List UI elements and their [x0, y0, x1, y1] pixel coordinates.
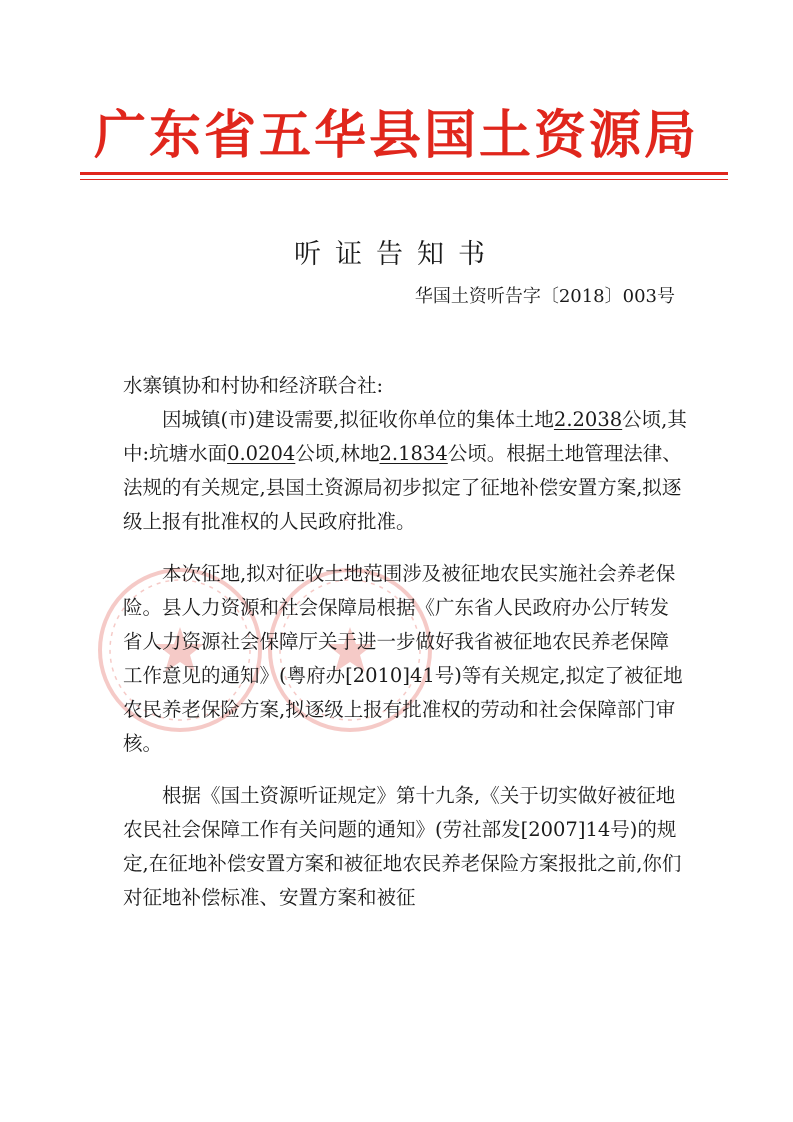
- letterhead-rule-thin: [80, 179, 728, 180]
- p1-text-2: 公顷,其中:坑塘水面: [123, 408, 687, 465]
- document-number: 华国土资听告字〔2018〕003号: [414, 286, 675, 307]
- document-body: [123, 369, 688, 933]
- forest-area-value: 2.1834: [379, 442, 448, 465]
- total-area-value: 2.2038: [553, 408, 623, 431]
- addressee: 水寨镇协和村协和经济联合社:: [123, 374, 384, 397]
- paragraph-pension-insurance: 本次征地,拟对征收土地范围涉及被征地农民实施社会养老保险。县人力资源和社会保障局根据《广东省人民政府办公厅转发省人力资源社会保障厅关于进一步做好我省被征地农民养老保障工作意见的通知》(粤府办[2010]41号)等有关规定,拟定了被征地农民养老保险方案,拟逐级上报有批准权的劳动和社会保障部门审核。: [123, 562, 683, 755]
- document-title: 听证告知书: [294, 239, 499, 270]
- paragraph-hearing-rules: 根据《国土资源听证规定》第十九条,《关于切实做好被征地农民社会保障工作有关问题的通知》(劳社部发[2007]14号)的规定,在征地补偿安置方案和被征地农民养老保险方案报批之前,你们对征地补偿标准、安置方案和被征: [123, 784, 682, 909]
- p1-text-4: 公顷。根据土地管理法律、法规的有关规定,县国土资源局初步拟定了征地补偿安置方案,拟逐级上报有批准权的人民政府批准。: [123, 442, 682, 533]
- letterhead-org-name: 广东省五华县国土资源局: [93, 105, 699, 166]
- p1-text-3: 公顷,林地: [295, 442, 380, 465]
- p1-text-1: 因城镇(市)建设需要,拟征收你单位的集体土地: [162, 408, 554, 431]
- letterhead-rule-thick: [80, 172, 728, 175]
- paragraph-land-acquisition: [123, 403, 688, 539]
- pond-area-value: 0.0204: [227, 442, 296, 465]
